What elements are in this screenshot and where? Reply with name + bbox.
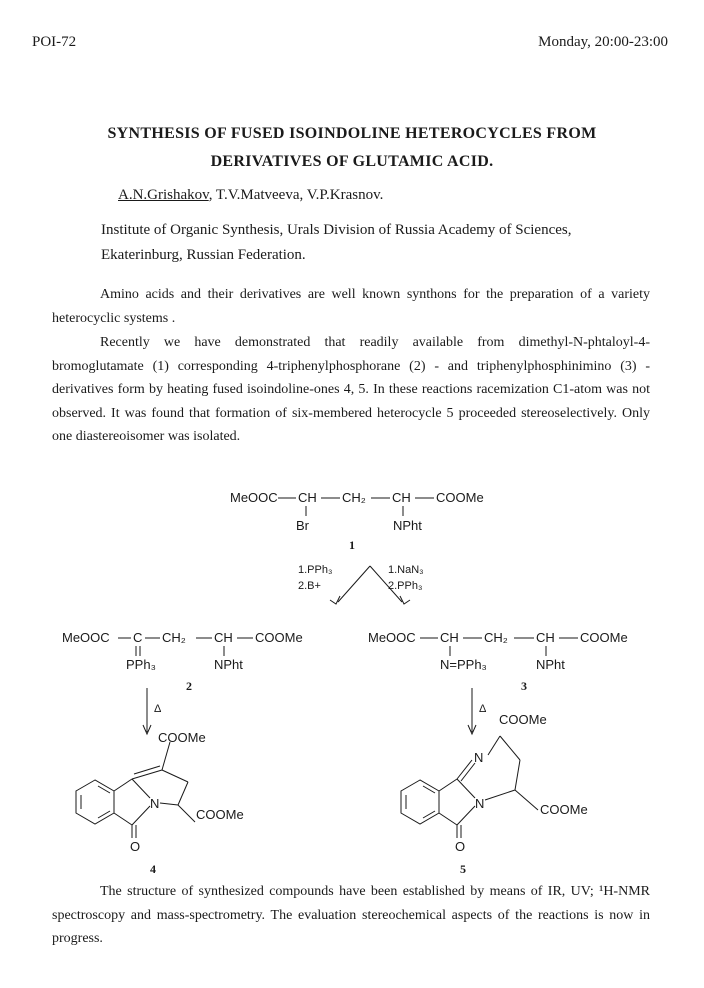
affiliation-line-2: Ekaterinburg, Russian Federation. bbox=[101, 247, 306, 263]
paper-title bbox=[40, 120, 664, 176]
c3-ch-b: CH bbox=[536, 630, 555, 645]
c3-ch2: CH₂ bbox=[484, 630, 508, 645]
right-condition-1: 1.NaN₃ bbox=[388, 564, 424, 576]
title-line-1: SYNTHESIS OF FUSED ISOINDOLINE HETEROCYCLES FROM bbox=[107, 125, 597, 142]
paragraph-intro-text: Amino acids and their derivatives are well known synthons for the preparation of a variety heterocyclic systems . bbox=[52, 287, 650, 326]
compound-label-1: 1 bbox=[349, 538, 355, 552]
paragraph-conclusion bbox=[52, 880, 650, 951]
right-condition-2: 2.PPh₃ bbox=[388, 580, 423, 592]
left-condition-1: 1.PPh₃ bbox=[298, 564, 333, 576]
session-time: Monday, 20:00-23:00 bbox=[538, 34, 668, 50]
compound-label-2: 2 bbox=[186, 679, 192, 693]
title-line-2: DERIVATIVES OF GLUTAMIC ACID. bbox=[210, 153, 494, 170]
c2-ch: CH bbox=[214, 630, 233, 645]
c3-coome: COOMe bbox=[580, 630, 628, 645]
c5-o: O bbox=[455, 839, 466, 854]
c1-ch2: CH₂ bbox=[342, 490, 366, 505]
c1-ch-b: CH bbox=[392, 490, 411, 505]
c4-coome-side: COOMe bbox=[196, 807, 244, 822]
paragraph-intro bbox=[52, 283, 650, 330]
affiliation bbox=[101, 218, 661, 268]
heat-symbol-right: Δ bbox=[479, 703, 487, 715]
c2-coome: COOMe bbox=[255, 630, 303, 645]
c2-pph3: PPh₃ bbox=[126, 657, 156, 672]
heat-symbol-left: Δ bbox=[154, 703, 162, 715]
authors bbox=[118, 187, 383, 204]
c5-coome-top: COOMe bbox=[499, 712, 547, 727]
c3-ch-a: CH bbox=[440, 630, 459, 645]
compound-label-4: 4 bbox=[150, 862, 156, 876]
paragraph-results bbox=[52, 331, 650, 449]
presenting-author: A.N.Grishakov bbox=[118, 187, 209, 203]
c2-npht: NPht bbox=[214, 657, 243, 672]
paragraph-conclusion-text: The structure of synthesized compounds have been established by means of IR, UV; ¹H-NMR spectroscopy and mass-spectrometry. The evaluation stereochemical aspects of the reactions is now in progress. bbox=[52, 884, 650, 946]
c1-ch-a: CH bbox=[298, 490, 317, 505]
paragraph-results-text: Recently we have demonstrated that readily available from dimethyl-N-phtaloyl-4-bromoglutamate (1) corresponding 4-triphenylphosphorane (2) - and triphenylphosphinimino (3) - derivatives form by heating fused isoindoline-ones 4, 5. In these reactions racemization C1-atom was not observed. It was found that formation of six-membered heterocycle 5 proceeded stereoselectively. Only one diastereoisomer was isolated. bbox=[52, 335, 650, 444]
c5-coome-side: COOMe bbox=[540, 802, 588, 817]
affiliation-line-1: Institute of Organic Synthesis, Urals Division of Russia Academy of Sciences, bbox=[101, 222, 572, 238]
c1-br: Br bbox=[296, 518, 309, 533]
compound-label-5: 5 bbox=[460, 862, 466, 876]
c5-n: N bbox=[475, 796, 485, 811]
c4-o: O bbox=[130, 839, 141, 854]
c2-meooc: MeOOC bbox=[62, 630, 110, 645]
left-condition-2: 2.B+ bbox=[298, 580, 321, 592]
c1-npht: NPht bbox=[393, 518, 422, 533]
c1-coome: COOMe bbox=[436, 490, 484, 505]
c5-n-top: N bbox=[474, 750, 484, 765]
c2-c: C bbox=[133, 630, 143, 645]
c1-meooc: MeOOC bbox=[230, 490, 278, 505]
compound-label-3: 3 bbox=[521, 679, 527, 693]
abstract-code: POI-72 bbox=[32, 34, 77, 50]
c2-ch2: CH₂ bbox=[162, 630, 186, 645]
c3-nppph3: N=PPh₃ bbox=[440, 657, 487, 672]
c3-meooc: MeOOC bbox=[368, 630, 416, 645]
c3-npht: NPht bbox=[536, 657, 565, 672]
reaction-scheme bbox=[0, 470, 704, 880]
c4-n: N bbox=[150, 796, 160, 811]
co-authors: , T.V.Matveeva, V.P.Krasnov. bbox=[208, 187, 384, 203]
c4-coome-top: COOMe bbox=[158, 730, 206, 745]
